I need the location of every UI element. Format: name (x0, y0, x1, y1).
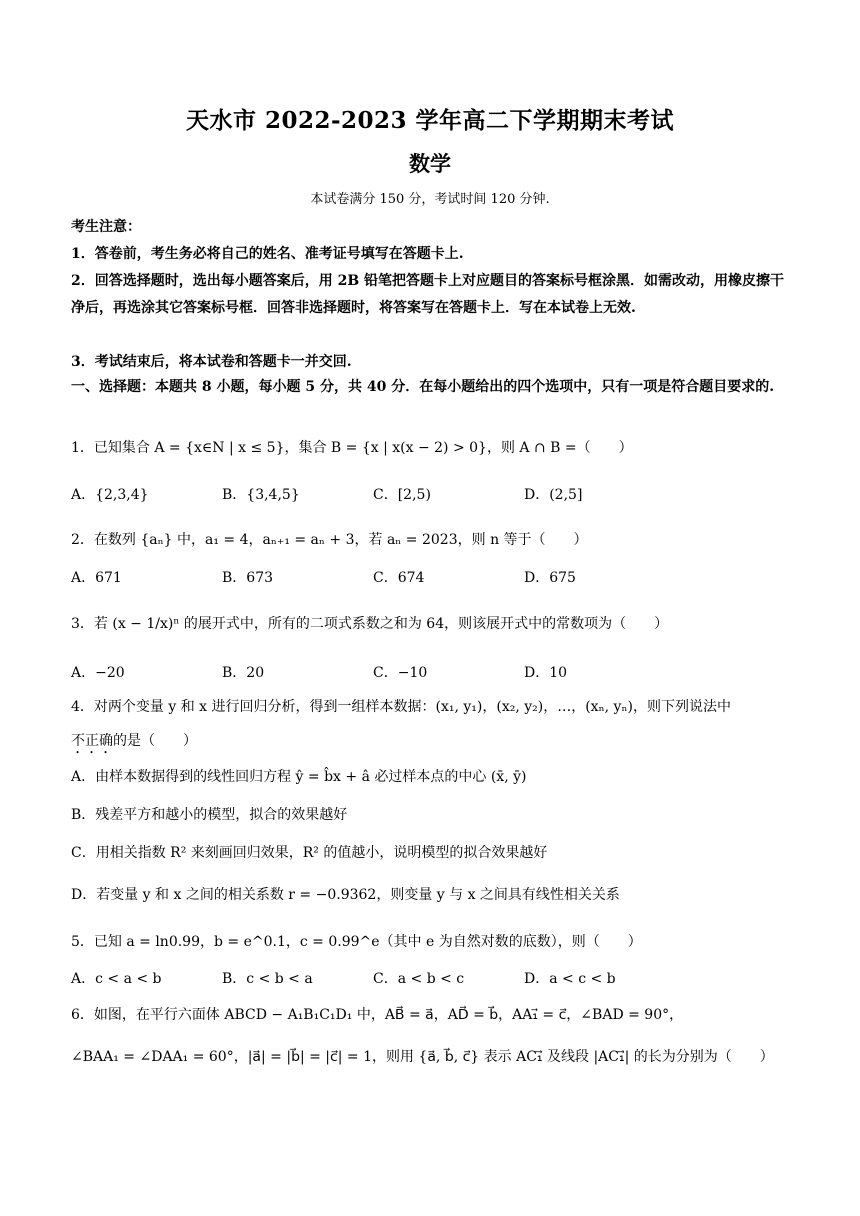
question-4-option-a: A．由样本数据得到的线性回归方程 ŷ = b̂x + â 必过样本点的中心 (x̄, ȳ) (71, 769, 527, 785)
question-3-option-d: D．10 (524, 665, 568, 681)
question-4-stem-rest: 的是（ ） (113, 733, 197, 749)
notice-item-2: 2．回答选择题时，选出每小题答案后，用 2B 铅笔把答题卡上对应题目的答案标号框涂黑．如需改动，用橡皮擦干净后，再选涂其它答案标号框．回答非选择题时，将答案写在答题卡上．写在本试卷上无效. (71, 273, 785, 316)
question-1-option-c: C．[2,5) (373, 487, 431, 503)
question-5-stem: 5．已知 a = ln0.99，b = e^0.1，c = 0.99^e（其中 e 为自然对数的底数），则（ ） (71, 934, 642, 950)
notice-item-1: 1．答卷前，考生务必将自己的姓名、准考证号填写在答题卡上. (71, 246, 464, 262)
question-6-stem-line2: ∠BAA₁ = ∠DAA₁ = 60°，|a⃗| = |b⃗| = |c⃗| = 1，则用 {a⃗, b⃗, c⃗} 表示 AC₁⃗ 及线段 |AC₁⃗| 的长为分别为（ ） (71, 1049, 774, 1065)
exam-info: 本试卷满分 150 分，考试时间 120 分钟. (310, 192, 550, 207)
question-2-option-d: D．675 (524, 570, 576, 586)
notice-item-3: 3．考试结束后，将本试卷和答题卡一并交回. (71, 354, 352, 370)
question-4-stem-line1: 4．对两个变量 y 和 x 进行回归分析，得到一组样本数据：(x₁, y₁)，(x₂, y₂)，…，(xₙ, yₙ)，则下列说法中 (71, 699, 731, 715)
emphasis-not-correct: 不正确 (71, 733, 113, 749)
exam-subject: 数学 (409, 151, 451, 176)
question-3-option-b: B．20 (222, 665, 265, 681)
question-2-option-c: C．674 (373, 570, 425, 586)
question-4-option-d: D．若变量 y 和 x 之间的相关系数 r = −0.9362，则变量 y 与 x 之间具有线性相关关系 (71, 887, 620, 903)
section-heading: 一、选择题：本题共 8 小题，每小题 5 分，共 40 分．在每小题给出的四个选项中，只有一项是符合题目要求的. (71, 379, 775, 395)
question-4-option-c: C．用相关指数 R² 来刻画回归效果，R² 的值越小，说明模型的拟合效果越好 (71, 845, 548, 861)
question-1-option-d: D．(2,5] (524, 487, 583, 503)
notice-heading: 考生注意： (71, 219, 141, 235)
exam-title: 天水市 2022-2023 学年高二下学期期末考试 (185, 107, 675, 134)
question-6-stem-line1: 6．如图，在平行六面体 ABCD − A₁B₁C₁D₁ 中，AB⃗ = a⃗，AD⃗ = b⃗，AA₁⃗ = c⃗，∠BAD = 90°， (71, 1007, 684, 1023)
question-1-option-a: A．{2,3,4} (71, 487, 149, 503)
question-1-stem: 1．已知集合 A = {x∈N | x ≤ 5}，集合 B = {x | x(x − 2) > 0}，则 A ∩ B =（ ） (71, 440, 633, 456)
question-5-option-c: C．a < b < c (373, 971, 465, 987)
question-1-option-b: B．{3,4,5} (222, 487, 300, 503)
question-5-option-a: A．c < a < b (71, 971, 162, 987)
question-3-stem: 3．若 (x − 1/x)ⁿ 的展开式中，所有的二项式系数之和为 64，则该展开式中的常数项为（ ） (71, 616, 669, 632)
question-3-option-a: A．−20 (71, 665, 125, 681)
question-4-option-b: B．残差平方和越小的模型，拟合的效果越好 (71, 807, 348, 823)
question-5-option-b: B．c < b < a (222, 971, 313, 987)
question-2-option-a: A．671 (71, 570, 122, 586)
question-4-stem-line2 (71, 731, 791, 757)
question-2-option-b: B．673 (222, 570, 274, 586)
question-3-option-c: C．−10 (373, 665, 428, 681)
question-2-stem: 2．在数列 {aₙ} 中，a₁ = 4，aₙ₊₁ = aₙ + 3，若 aₙ = 2023，则 n 等于（ ） (71, 532, 588, 548)
question-5-option-d: D．a < c < b (524, 971, 616, 987)
